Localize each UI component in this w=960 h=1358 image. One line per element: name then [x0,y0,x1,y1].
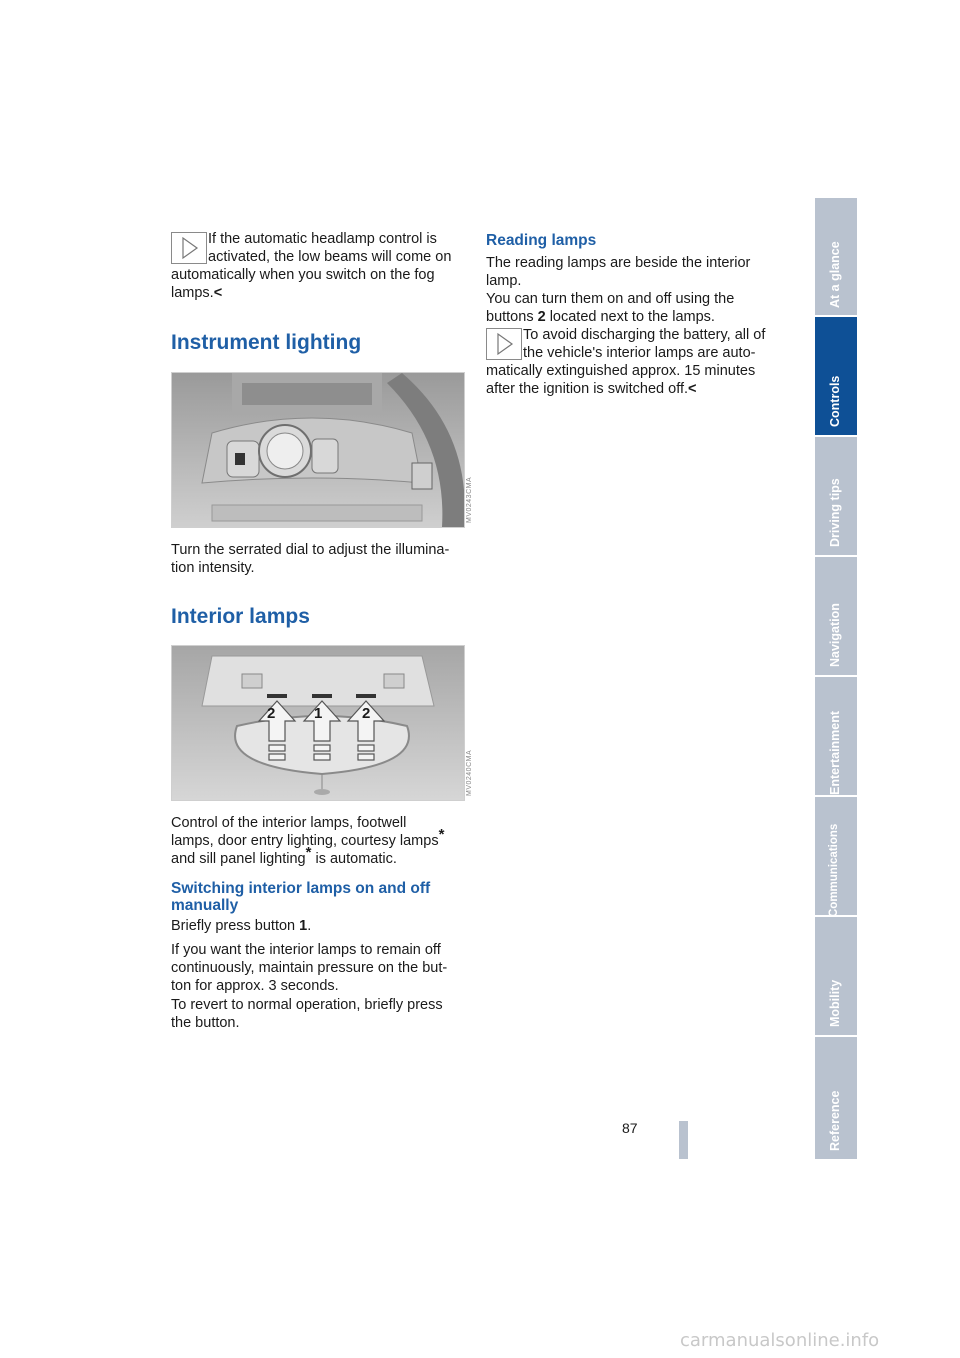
photo-code: MV0240CMA [466,749,473,796]
battery-note-line: after the ignition is switched off. [486,381,689,397]
tab-label: Entertainment [828,710,842,795]
interior-text: is automatic. [311,851,397,867]
interior-lamps-heading: Interior lamps [171,605,310,628]
switching-heading: Switching interior lamps on and off [171,880,431,897]
reading-text: located next to the lamps. [545,309,715,325]
switch-text: continuously, maintain pressure on the but- [171,960,448,976]
tab-label: Communications [828,823,840,917]
button-ref: 2 [537,309,546,325]
battery-note-line: the vehicle's interior lamps are auto- [523,345,756,361]
tab-navigation[interactable] [815,557,857,675]
page-number-bar [679,1121,688,1159]
fog-note-line: lamps. [171,285,214,301]
instrument-text: tion intensity. [171,560,255,576]
switch-text: Briefly press button [171,918,300,934]
watermark: carmanualsonline.info [680,1330,880,1351]
tab-label: Controls [828,375,842,427]
fog-note-line: If the automatic headlamp control is [208,231,437,247]
option-star: * [305,844,312,862]
switch-text: If you want the interior lamps to remain off [171,942,441,958]
interior-lamps-photo [171,645,465,801]
switching-heading: manually [171,897,239,914]
interior-text: lamps, door entry lighting, courtesy lamps [171,833,439,849]
tab-driving-tips[interactable] [815,437,857,555]
end-mark: < [688,381,697,397]
tab-reference[interactable] [815,1037,857,1159]
tab-mobility[interactable] [815,917,857,1035]
tab-entertainment[interactable] [815,677,857,795]
note-arrow-icon [486,328,522,360]
interior-text: Control of the interior lamps, footwell [171,815,407,831]
battery-note-line: matically extinguished approx. 15 minutes [486,363,756,379]
tab-at-a-glance[interactable] [815,198,857,315]
tab-label: Navigation [828,603,842,667]
tab-label: Reference [828,1090,842,1151]
fog-note-line: automatically when you switch on the fog [171,267,435,283]
tab-label: Driving tips [828,478,842,547]
reading-text: The reading lamps are beside the interior [486,255,751,271]
instrument-lighting-photo [171,372,465,528]
tab-label: At a glance [828,241,842,308]
switch-text: To revert to normal operation, briefly press [171,997,443,1013]
tab-controls[interactable] [815,317,857,435]
instrument-text: Turn the serrated dial to adjust the illumina- [171,542,450,558]
reading-text: buttons [486,309,538,325]
reading-lamps-heading: Reading lamps [486,232,597,249]
switch-text: . [307,918,312,934]
option-star: * [438,826,445,844]
tab-label: Mobility [828,979,842,1027]
battery-note-line: To avoid discharging the battery, all of [523,327,766,343]
end-mark: < [213,285,223,301]
reading-text: lamp. [486,273,522,289]
photo-code: MV0243CMA [466,476,473,523]
note-arrow-icon [171,232,207,264]
reading-text: You can turn them on and off using the [486,291,735,307]
callout-label-2: 2 [267,705,276,722]
interior-text: and sill panel lighting [171,851,306,867]
callout-label-2: 2 [362,705,371,722]
callout-label-1: 1 [314,705,323,722]
page-number: 87 [622,1120,638,1136]
switch-text: ton for approx. 3 seconds. [171,978,339,994]
button-ref: 1 [299,918,308,934]
tab-communications[interactable] [815,797,857,915]
fog-note-line: activated, the low beams will come on [208,249,452,265]
switch-text: the button. [171,1015,240,1031]
instrument-lighting-heading: Instrument lighting [171,331,362,354]
